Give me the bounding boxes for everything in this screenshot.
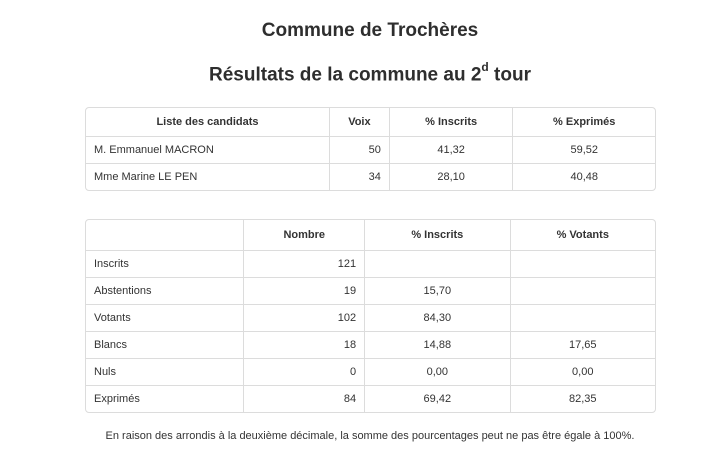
candidates-table	[85, 107, 656, 191]
stat-label: Nuls	[86, 358, 243, 385]
table-row	[86, 250, 655, 277]
stat-label: Exprimés	[86, 385, 243, 412]
subtitle-text: Résultats de la commune au 2	[209, 64, 482, 86]
stat-label: Inscrits	[86, 250, 243, 277]
table-row	[86, 136, 655, 163]
stat-pct-inscrits	[364, 250, 509, 277]
stat-pct-votants	[510, 250, 655, 277]
stats-header-row	[86, 220, 655, 250]
table-row	[86, 385, 655, 412]
stat-pct-inscrits: 0,00	[364, 358, 509, 385]
stat-count: 84	[243, 385, 364, 412]
table-row	[86, 304, 655, 331]
stat-label: Abstentions	[86, 277, 243, 304]
stat-count: 18	[243, 331, 364, 358]
stat-pct-votants	[510, 277, 655, 304]
stats-table	[85, 219, 656, 413]
results-subtitle	[0, 62, 720, 86]
candidate-votes: 34	[329, 163, 389, 190]
candidate-name: Mme Marine LE PEN	[86, 163, 329, 190]
stat-pct-votants: 82,35	[510, 385, 655, 412]
candidate-pct-inscrits: 28,10	[389, 163, 513, 190]
stat-count: 19	[243, 277, 364, 304]
candidate-pct-exprimes: 40,48	[512, 163, 655, 190]
stat-count: 121	[243, 250, 364, 277]
stat-count: 0	[243, 358, 364, 385]
stat-count: 102	[243, 304, 364, 331]
table-row	[86, 277, 655, 304]
subtitle-superscript: d	[481, 60, 489, 74]
header-candidates: Liste des candidats	[156, 116, 259, 128]
stat-pct-votants	[510, 304, 655, 331]
table-row	[86, 358, 655, 385]
table-row	[86, 331, 655, 358]
stat-pct-votants: 0,00	[510, 358, 655, 385]
stat-pct-votants: 17,65	[510, 331, 655, 358]
header-pct-inscrits: % Inscrits	[364, 220, 509, 250]
stat-pct-inscrits: 69,42	[364, 385, 509, 412]
stat-pct-inscrits: 84,30	[364, 304, 509, 331]
candidate-votes: 50	[329, 136, 389, 163]
candidate-name: M. Emmanuel MACRON	[86, 136, 329, 163]
subtitle-end: tour	[488, 64, 531, 86]
stat-label: Votants	[86, 304, 243, 331]
rounding-footnote: En raison des arrondis à la deuxième décimale, la somme des pourcentages peut ne pas être égale à 100%.	[105, 430, 635, 442]
header-pct-votants: % Votants	[510, 220, 655, 250]
stat-pct-inscrits: 14,88	[364, 331, 509, 358]
stat-pct-inscrits: 15,70	[364, 277, 509, 304]
header-pct-inscrits: % Inscrits	[389, 108, 513, 136]
header-pct-exprimes: % Exprimés	[512, 108, 655, 136]
stat-label: Blancs	[86, 331, 243, 358]
candidate-pct-inscrits: 41,32	[389, 136, 513, 163]
table-row	[86, 163, 655, 190]
candidates-header-row	[86, 108, 655, 136]
header-voix: Voix	[329, 108, 389, 136]
page-title: Commune de Trochères	[261, 20, 479, 41]
header-nombre: Nombre	[243, 220, 364, 250]
candidate-pct-exprimes: 59,52	[512, 136, 655, 163]
header-empty	[86, 220, 243, 250]
